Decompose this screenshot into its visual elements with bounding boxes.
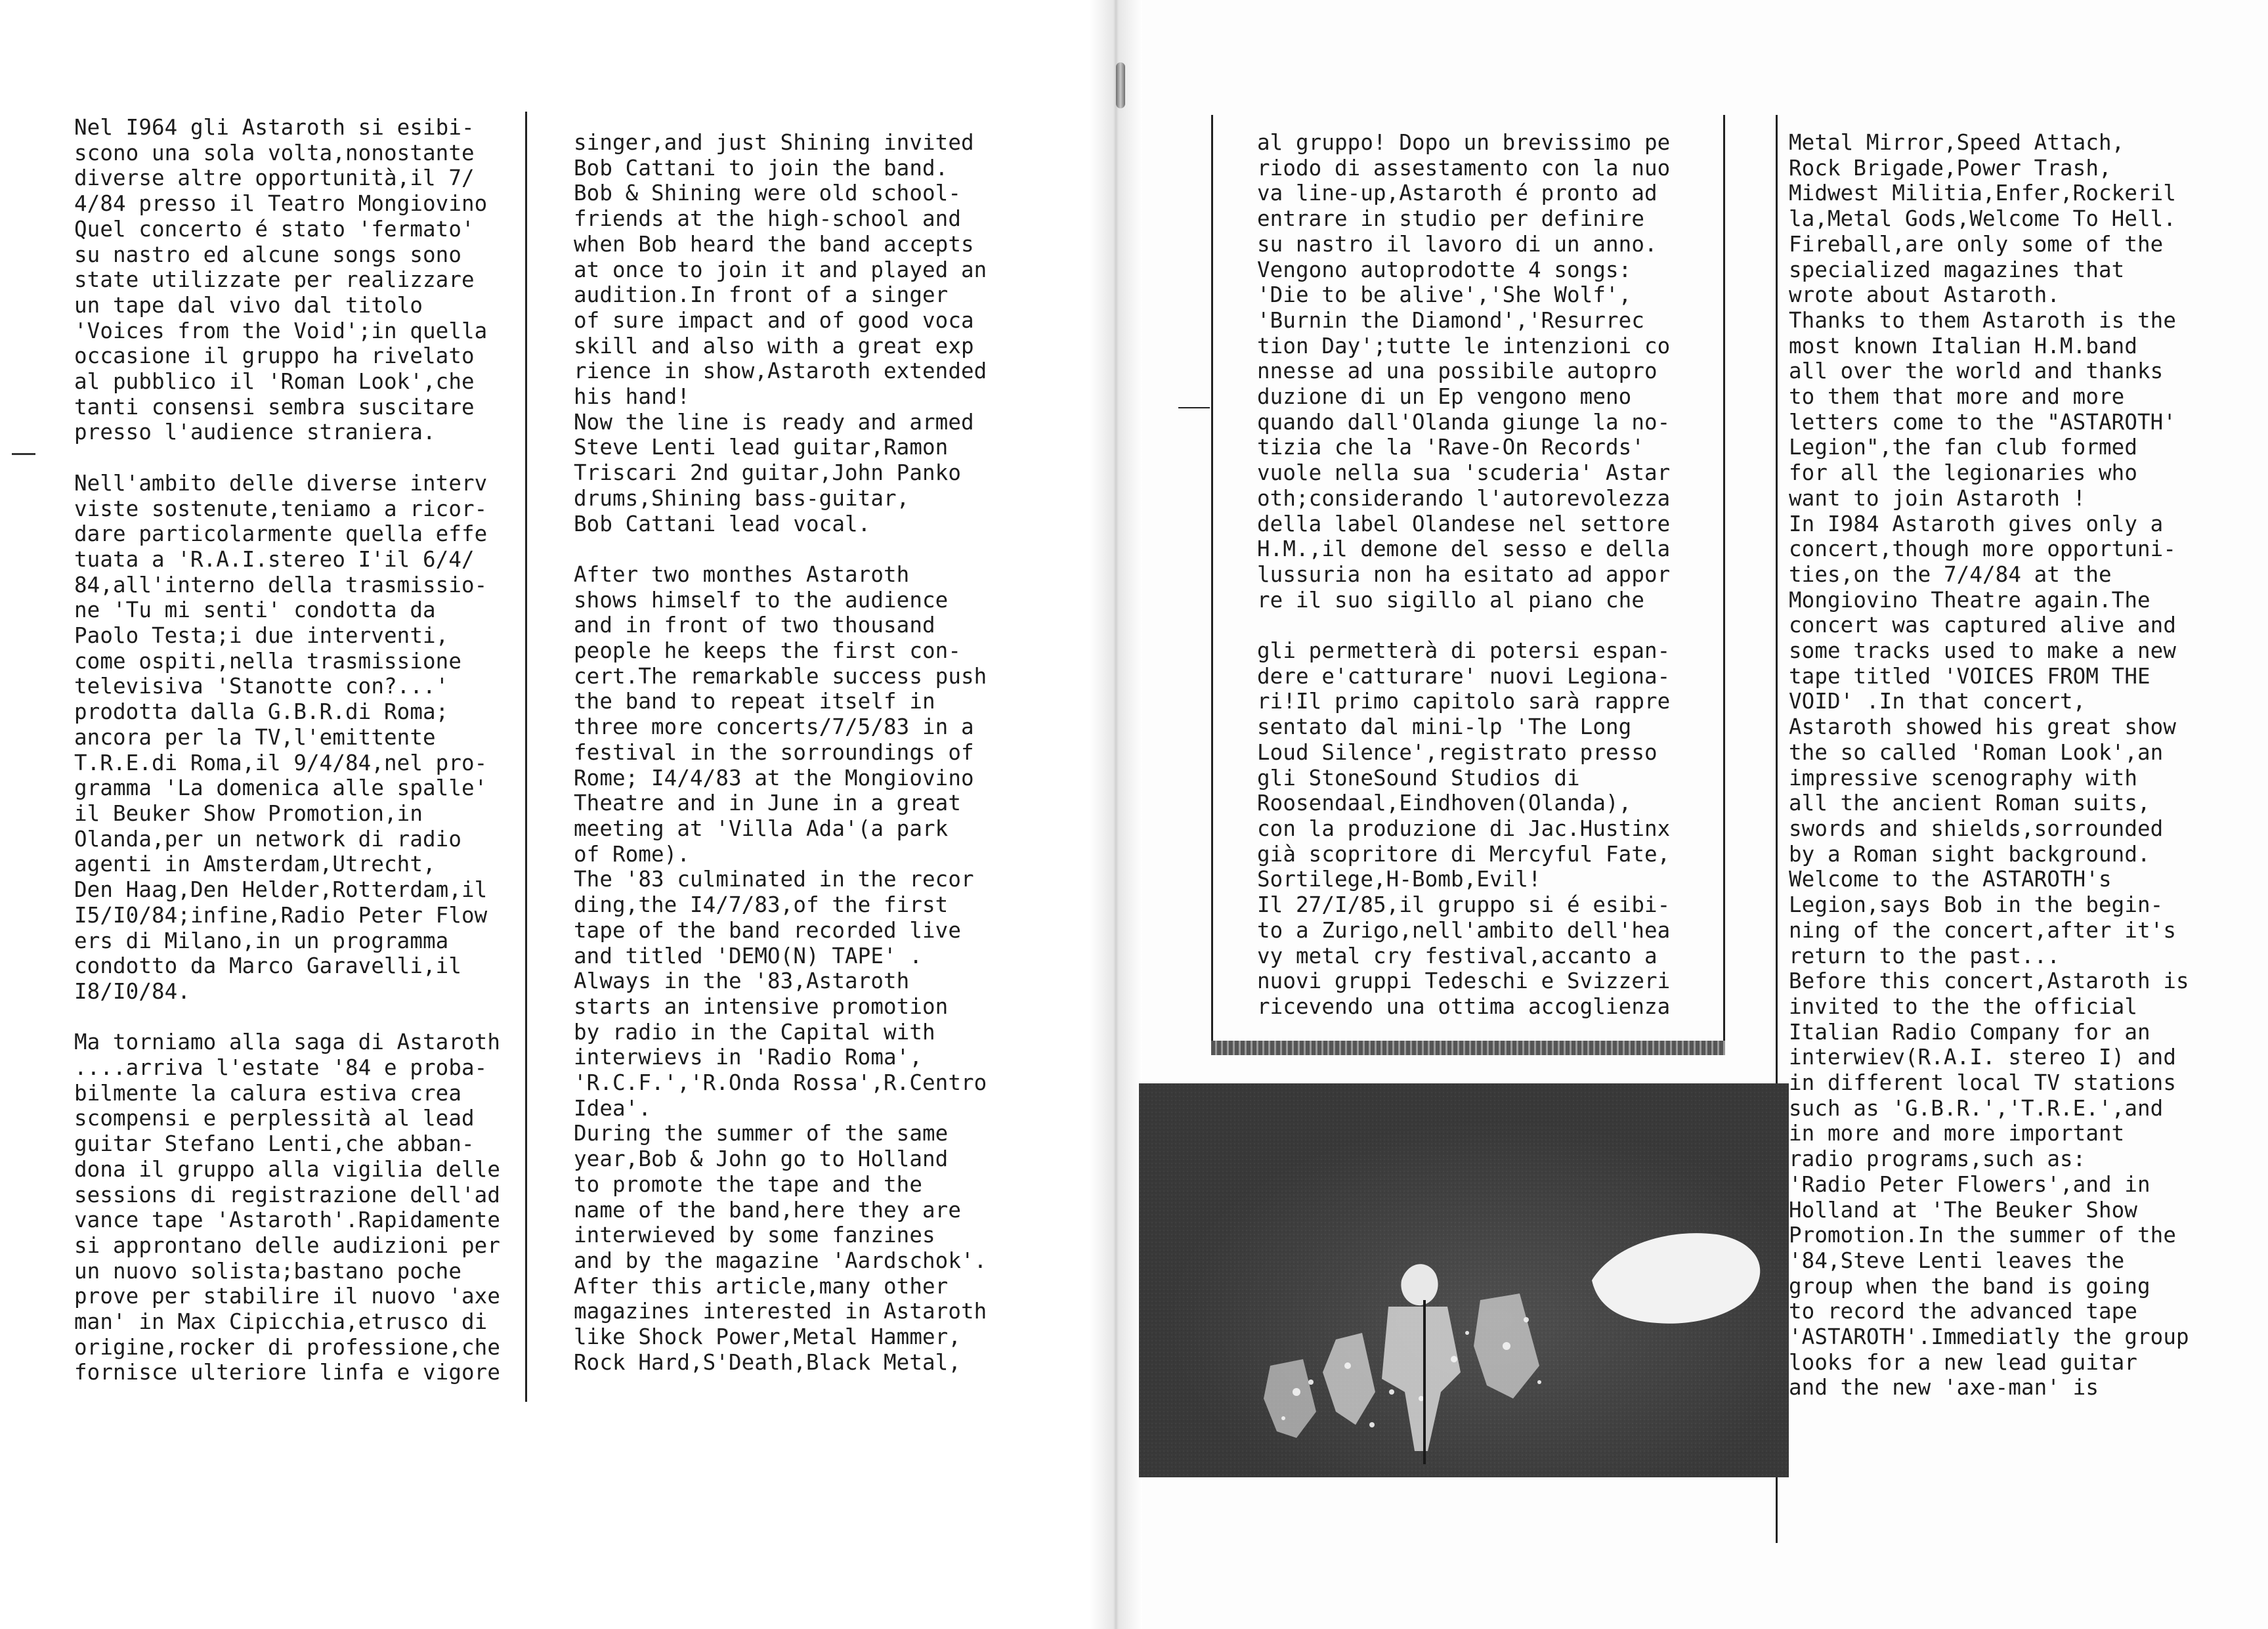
concert-photo: [1139, 1083, 1789, 1477]
mic-stand: [1423, 1300, 1426, 1464]
text-column-4: Metal Mirror,Speed Attach, Rock Brigade,Power Trash, Midwest Militia,Enfer,Rockeril la,Metal Gods,Welcome To Hell. Fireball,are only some of the specialized magazines that wrote about Astaroth. Thanks to them Astaroth is the most known Italian H.M.band all over the world and thanks to them that more and more letters come to the "ASTAROTH' Legion",the fan club formed for all the legionaries who want to join Astaroth ! In I984 Astaroth gives only a concert,though more opportuni- ties,on the 7/4/84 at the Mongiovino Theatre again.The concert was captured alive and some tracks used to make a new tape titled 'VOICES FROM THE VOID' .In that concert, Astaroth showed his great show the so called 'Roman Look',an impressive scenography with all the ancient Roman suits, swords and shields,sorrounded by a Roman sight background. Welcome to the ASTAROTH's Legion,says Bob in the begin- ning of the concert,after it's return to the past... Before this concert,Astaroth is invited to the the official Italian Radio Company for an interwiev(R.A.I. stereo I) and in different local TV stations such as 'G.B.R.','T.R.E.',and in more and more important radio programs,such as: 'Radio Peter Flowers',and in Holland at 'The Beuker Show Promotion.In the summer of the '84,Steve Lenti leaves the group when the band is going to record the advanced tape 'ASTAROTH'.Immediatly the group looks for a new lead guitar and the new 'axe-man' is: [1789, 130, 2189, 1401]
text-column-1: Nel I964 gli Astaroth si esibi- scono una sola volta,nonostante diverse altre opportunità,il 7/ 4/84 presso il Teatro Mongiovino Quel concerto é stato 'fermato' su nastro ed alcune songs sono state utilizzate per realizzare un tape dal vivo dal titolo 'Voices from the Void';in quella occasione il gruppo ha rivelato al pubblico il 'Roman Look',che tanti consensi sembra suscitare presso l'audience straniera. Nell'ambito delle diverse interv viste sostenute,teniamo a ricor- dare particolarmente quella effe tuata a 'R.A.I.stereo I'il 6/4/ 84,all'interno della trasmissio- ne 'Tu mi senti' condotta da Paolo Testa;i due interventi, come ospiti,nella trasmissione televisiva 'Stanotte con?...' prodotta dalla G.B.R.di Roma; ancora per la TV,l'emittente T.R.E.di Roma,il 9/4/84,nel pro- gramma 'La domenica alle spalle' il Beuker Show Promotion,in Olanda,per un network di radio agenti in Amsterdam,Utrecht, Den Haag,Den Helder,Rotterdam,il I5/I0/84;infine,Radio Peter Flow ers di Milano,in un programma condotto da Marco Garavelli,il I8/I0/84. Ma torniamo alla saga di Astaroth ....arriva l'estate '84 e proba- bilmente la calura estiva crea scompensi e perplessità al lead guitar Stefano Lenti,che abban- dona il gruppo alla vigilia delle sessions di registrazione dell'ad vance tape 'Astaroth'.Rapidamente si approntano delle audizioni per un nuovo solista;bastano poche prove per stabilire il nuovo 'axe man' in Max Cipicchia,etrusco di origine,rocker di professione,che fornisce ulteriore linfa e vigore: [74, 115, 500, 1385]
box-left-border: [1211, 115, 1213, 1044]
text-column-2: singer,and just Shining invited Bob Cattani to join the band. Bob & Shining were old school- friends at the high-school and when Bob heard the band accepts at once to join it and played an audition.In front of a singer of sure impact and of good voca skill and also with a great exp rience in show,Astaroth extended his hand! Now the line is ready and armed Steve Lenti lead guitar,Ramon Triscari 2nd guitar,John Panko drums,Shining bass-guitar, Bob Cattani lead vocal. After two monthes Astaroth shows himself to the audience and in front of two thousand people he keeps the first con- cert.The remarkable success push the band to repeat itself in three more concerts/7/5/83 in a festival in the sorroundings of Rome; I4/4/83 at the Mongiovino Theatre and in June in a great meeting at 'Villa Ada'(a park of Rome). The '83 culminated in the recor ding,the I4/7/83,of the first tape of the band recorded live and titled 'DEMO(N) TAPE' . Always in the '83,Astaroth starts an intensive promotion by radio in the Capital with interwievs in 'Radio Roma', 'R.C.F.','R.Onda Rossa',R.Centro Idea'. During the summer of the same year,Bob & John go to Holland to promote the tape and the name of the band,here they are interwieved by some fanzines and by the magazine 'Aardschok'. After this article,many other magazines interested in Astaroth like Shock Power,Metal Hammer, Rock Hard,S'Death,Black Metal,: [574, 130, 987, 1375]
box-bottom-border: [1211, 1041, 1725, 1055]
box-right-border: [1723, 115, 1725, 1044]
text-column-3: al gruppo! Dopo un brevissimo pe riodo di assestamento con la nuo va line-up,Astaroth é pronto ad entrare in studio per definire su nastro il lavoro di un anno. Vengono autoprodotte 4 songs: 'Die to be alive','She Wolf', 'Burnin the Diamond','Resurrec tion Day';tutte le intenzioni co nnesse ad una possibile autopro duzione di un Ep vengono meno quando dall'Olanda giunge la no- tizia che la 'Rave-On Records' vuole nella sua 'scuderia' Astar oth;considerando l'autorevolezza della label Olandese nel settore H.M.,il demone del sesso e della lussuria non ha esitato ad appor re il suo sigillo al piano che gli permetterà di potersi espan- dere e'catturare' nuovi Legiona- ri!Il primo capitolo sarà rappre sentato dal mini-lp 'The Long Loud Silence',registrato presso gli StoneSound Studios di Roosendaal,Eindhoven(Olanda), con la produzione di Jac.Hustinx già scopritore di Mercyful Fate, Sortilege,H-Bomb,Evil! Il 27/I/85,il gruppo si é esibi- to a Zurigo,nell'ambito dell'hea vy metal cry festival,accanto a nuovi gruppi Tedeschi e Svizzeri ricevendo una ottima accoglienza: [1257, 130, 1671, 1019]
staple-top: [1116, 62, 1125, 108]
center-fold: [1090, 0, 1142, 1629]
column-divider-1: [525, 112, 527, 1402]
concert-photo-illustration: [1139, 1083, 1789, 1477]
margin-mark: [12, 453, 35, 455]
box-tick-mark: [1178, 407, 1210, 408]
